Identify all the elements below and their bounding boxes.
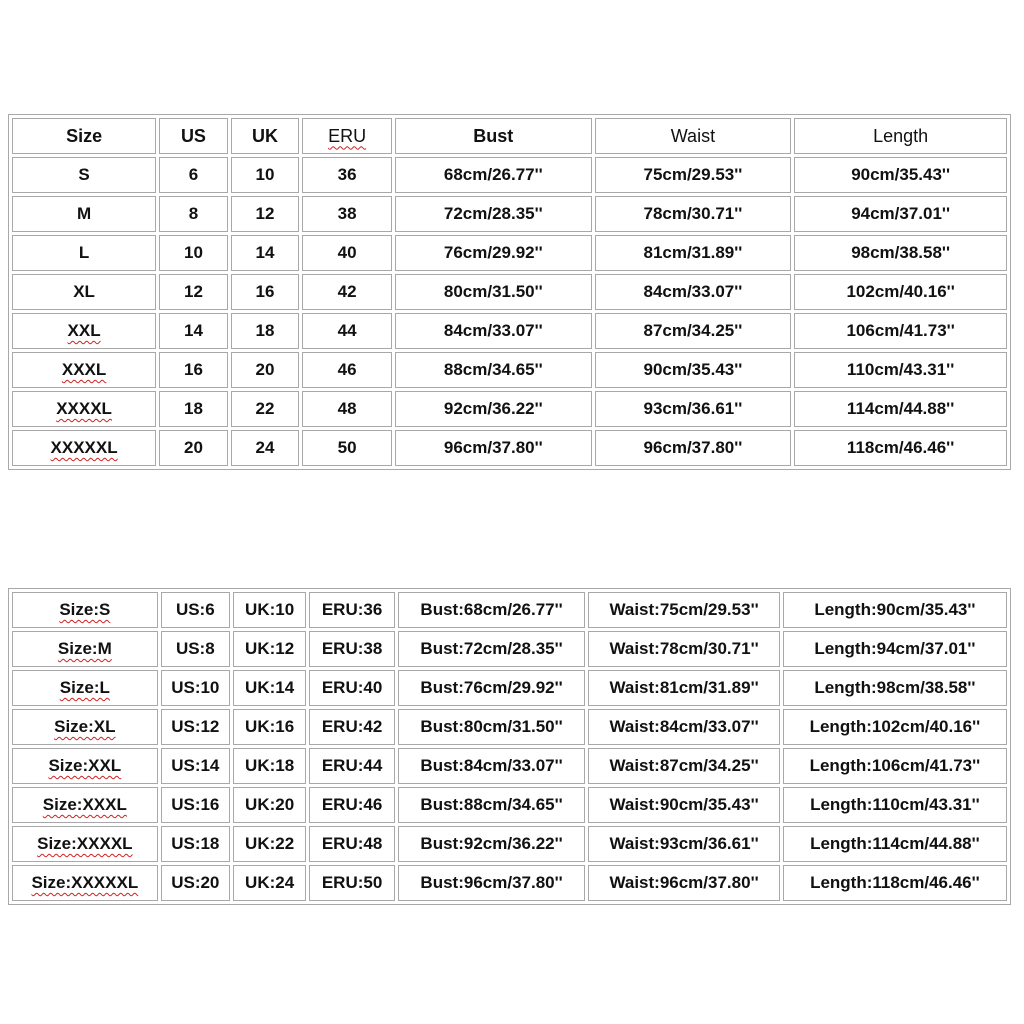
cell-size: Size:XXL (12, 748, 158, 784)
cell-length: 106cm/41.73'' (794, 313, 1007, 349)
cell-us: US:8 (161, 631, 230, 667)
cell-bust: 84cm/33.07'' (395, 313, 592, 349)
header-uk: UK (231, 118, 300, 154)
cell-waist: Waist:93cm/36.61'' (588, 826, 780, 862)
cell-us: 8 (159, 196, 228, 232)
cell-waist: 90cm/35.43'' (595, 352, 792, 388)
header-waist: Waist (595, 118, 792, 154)
cell-size: S (12, 157, 156, 193)
cell-uk: UK:12 (233, 631, 306, 667)
cell-uk: 24 (231, 430, 300, 466)
cell-bust: 72cm/28.35'' (395, 196, 592, 232)
header-us: US (159, 118, 228, 154)
cell-waist: 78cm/30.71'' (595, 196, 792, 232)
table-row (12, 592, 1007, 628)
header-length: Length (794, 118, 1007, 154)
cell-eru: ERU:36 (309, 592, 395, 628)
cell-length: Length:102cm/40.16'' (783, 709, 1007, 745)
cell-bust: Bust:80cm/31.50'' (398, 709, 585, 745)
cell-length: 110cm/43.31'' (794, 352, 1007, 388)
cell-size: Size:XXXL (12, 787, 158, 823)
cell-eru: ERU:46 (309, 787, 395, 823)
cell-bust: 80cm/31.50'' (395, 274, 592, 310)
cell-size: XXXXL (12, 391, 156, 427)
cell-us: 6 (159, 157, 228, 193)
cell-size: XXXL (12, 352, 156, 388)
cell-eru: 40 (302, 235, 392, 271)
cell-size: Size:XL (12, 709, 158, 745)
cell-eru: ERU:42 (309, 709, 395, 745)
cell-length: 98cm/38.58'' (794, 235, 1007, 271)
cell-bust: 76cm/29.92'' (395, 235, 592, 271)
cell-size: L (12, 235, 156, 271)
cell-us: US:16 (161, 787, 230, 823)
cell-size: Size:L (12, 670, 158, 706)
header-eru: ERU (302, 118, 392, 154)
cell-us: US:12 (161, 709, 230, 745)
cell-us: 16 (159, 352, 228, 388)
table-row (12, 274, 1007, 310)
cell-eru: 46 (302, 352, 392, 388)
cell-uk: 22 (231, 391, 300, 427)
cell-length: 90cm/35.43'' (794, 157, 1007, 193)
header-bust: Bust (395, 118, 592, 154)
table-row (12, 748, 1007, 784)
cell-us: US:14 (161, 748, 230, 784)
cell-eru: ERU:40 (309, 670, 395, 706)
cell-eru: ERU:44 (309, 748, 395, 784)
cell-uk: 18 (231, 313, 300, 349)
cell-length: Length:118cm/46.46'' (783, 865, 1007, 901)
cell-length: Length:90cm/35.43'' (783, 592, 1007, 628)
cell-waist: Waist:90cm/35.43'' (588, 787, 780, 823)
cell-bust: Bust:84cm/33.07'' (398, 748, 585, 784)
cell-bust: 92cm/36.22'' (395, 391, 592, 427)
cell-length: Length:98cm/38.58'' (783, 670, 1007, 706)
cell-size: XL (12, 274, 156, 310)
cell-uk: UK:20 (233, 787, 306, 823)
table-row (12, 430, 1007, 466)
cell-length: Length:106cm/41.73'' (783, 748, 1007, 784)
cell-waist: 93cm/36.61'' (595, 391, 792, 427)
cell-uk: 12 (231, 196, 300, 232)
cell-us: 20 (159, 430, 228, 466)
cell-length: 118cm/46.46'' (794, 430, 1007, 466)
table-row (12, 787, 1007, 823)
cell-uk: UK:22 (233, 826, 306, 862)
table-row (12, 352, 1007, 388)
cell-eru: 44 (302, 313, 392, 349)
cell-size: Size:M (12, 631, 158, 667)
cell-bust: Bust:88cm/34.65'' (398, 787, 585, 823)
cell-uk: UK:18 (233, 748, 306, 784)
cell-uk: 10 (231, 157, 300, 193)
cell-waist: 81cm/31.89'' (595, 235, 792, 271)
cell-size: XXXXXL (12, 430, 156, 466)
cell-waist: Waist:81cm/31.89'' (588, 670, 780, 706)
cell-us: US:18 (161, 826, 230, 862)
cell-eru: ERU:38 (309, 631, 395, 667)
cell-length: 114cm/44.88'' (794, 391, 1007, 427)
cell-length: 102cm/40.16'' (794, 274, 1007, 310)
cell-length: Length:110cm/43.31'' (783, 787, 1007, 823)
cell-length: Length:114cm/44.88'' (783, 826, 1007, 862)
cell-us: US:20 (161, 865, 230, 901)
cell-waist: Waist:84cm/33.07'' (588, 709, 780, 745)
cell-uk: UK:14 (233, 670, 306, 706)
cell-waist: 87cm/34.25'' (595, 313, 792, 349)
cell-uk: UK:16 (233, 709, 306, 745)
cell-waist: Waist:87cm/34.25'' (588, 748, 780, 784)
cell-eru: 36 (302, 157, 392, 193)
cell-bust: 96cm/37.80'' (395, 430, 592, 466)
cell-uk: 20 (231, 352, 300, 388)
cell-us: 12 (159, 274, 228, 310)
cell-bust: Bust:92cm/36.22'' (398, 826, 585, 862)
size-chart-table-labeled (8, 588, 1011, 905)
cell-length: Length:94cm/37.01'' (783, 631, 1007, 667)
cell-size: Size:XXXXL (12, 826, 158, 862)
cell-us: US:6 (161, 592, 230, 628)
cell-size: Size:S (12, 592, 158, 628)
cell-eru: 38 (302, 196, 392, 232)
cell-uk: 16 (231, 274, 300, 310)
cell-size: XXL (12, 313, 156, 349)
cell-eru: ERU:48 (309, 826, 395, 862)
cell-eru: 42 (302, 274, 392, 310)
table-row (12, 391, 1007, 427)
table-row (12, 157, 1007, 193)
cell-waist: 96cm/37.80'' (595, 430, 792, 466)
table-row (12, 631, 1007, 667)
cell-us: 10 (159, 235, 228, 271)
cell-waist: Waist:96cm/37.80'' (588, 865, 780, 901)
size-chart-table-columns (8, 114, 1011, 470)
table-row (12, 235, 1007, 271)
table-row (12, 313, 1007, 349)
table-header-row (12, 118, 1007, 154)
cell-uk: UK:24 (233, 865, 306, 901)
cell-size: Size:XXXXXL (12, 865, 158, 901)
cell-length: 94cm/37.01'' (794, 196, 1007, 232)
cell-uk: UK:10 (233, 592, 306, 628)
table-row (12, 865, 1007, 901)
cell-bust: Bust:72cm/28.35'' (398, 631, 585, 667)
cell-eru: ERU:50 (309, 865, 395, 901)
cell-us: US:10 (161, 670, 230, 706)
cell-eru: 48 (302, 391, 392, 427)
cell-bust: Bust:76cm/29.92'' (398, 670, 585, 706)
cell-eru: 50 (302, 430, 392, 466)
cell-bust: 68cm/26.77'' (395, 157, 592, 193)
cell-us: 14 (159, 313, 228, 349)
cell-uk: 14 (231, 235, 300, 271)
cell-waist: 84cm/33.07'' (595, 274, 792, 310)
cell-bust: Bust:96cm/37.80'' (398, 865, 585, 901)
cell-waist: 75cm/29.53'' (595, 157, 792, 193)
header-size: Size (12, 118, 156, 154)
cell-size: M (12, 196, 156, 232)
table-row (12, 670, 1007, 706)
cell-waist: Waist:78cm/30.71'' (588, 631, 780, 667)
cell-bust: Bust:68cm/26.77'' (398, 592, 585, 628)
cell-waist: Waist:75cm/29.53'' (588, 592, 780, 628)
table-row (12, 709, 1007, 745)
cell-bust: 88cm/34.65'' (395, 352, 592, 388)
table-row (12, 196, 1007, 232)
table-row (12, 826, 1007, 862)
cell-us: 18 (159, 391, 228, 427)
